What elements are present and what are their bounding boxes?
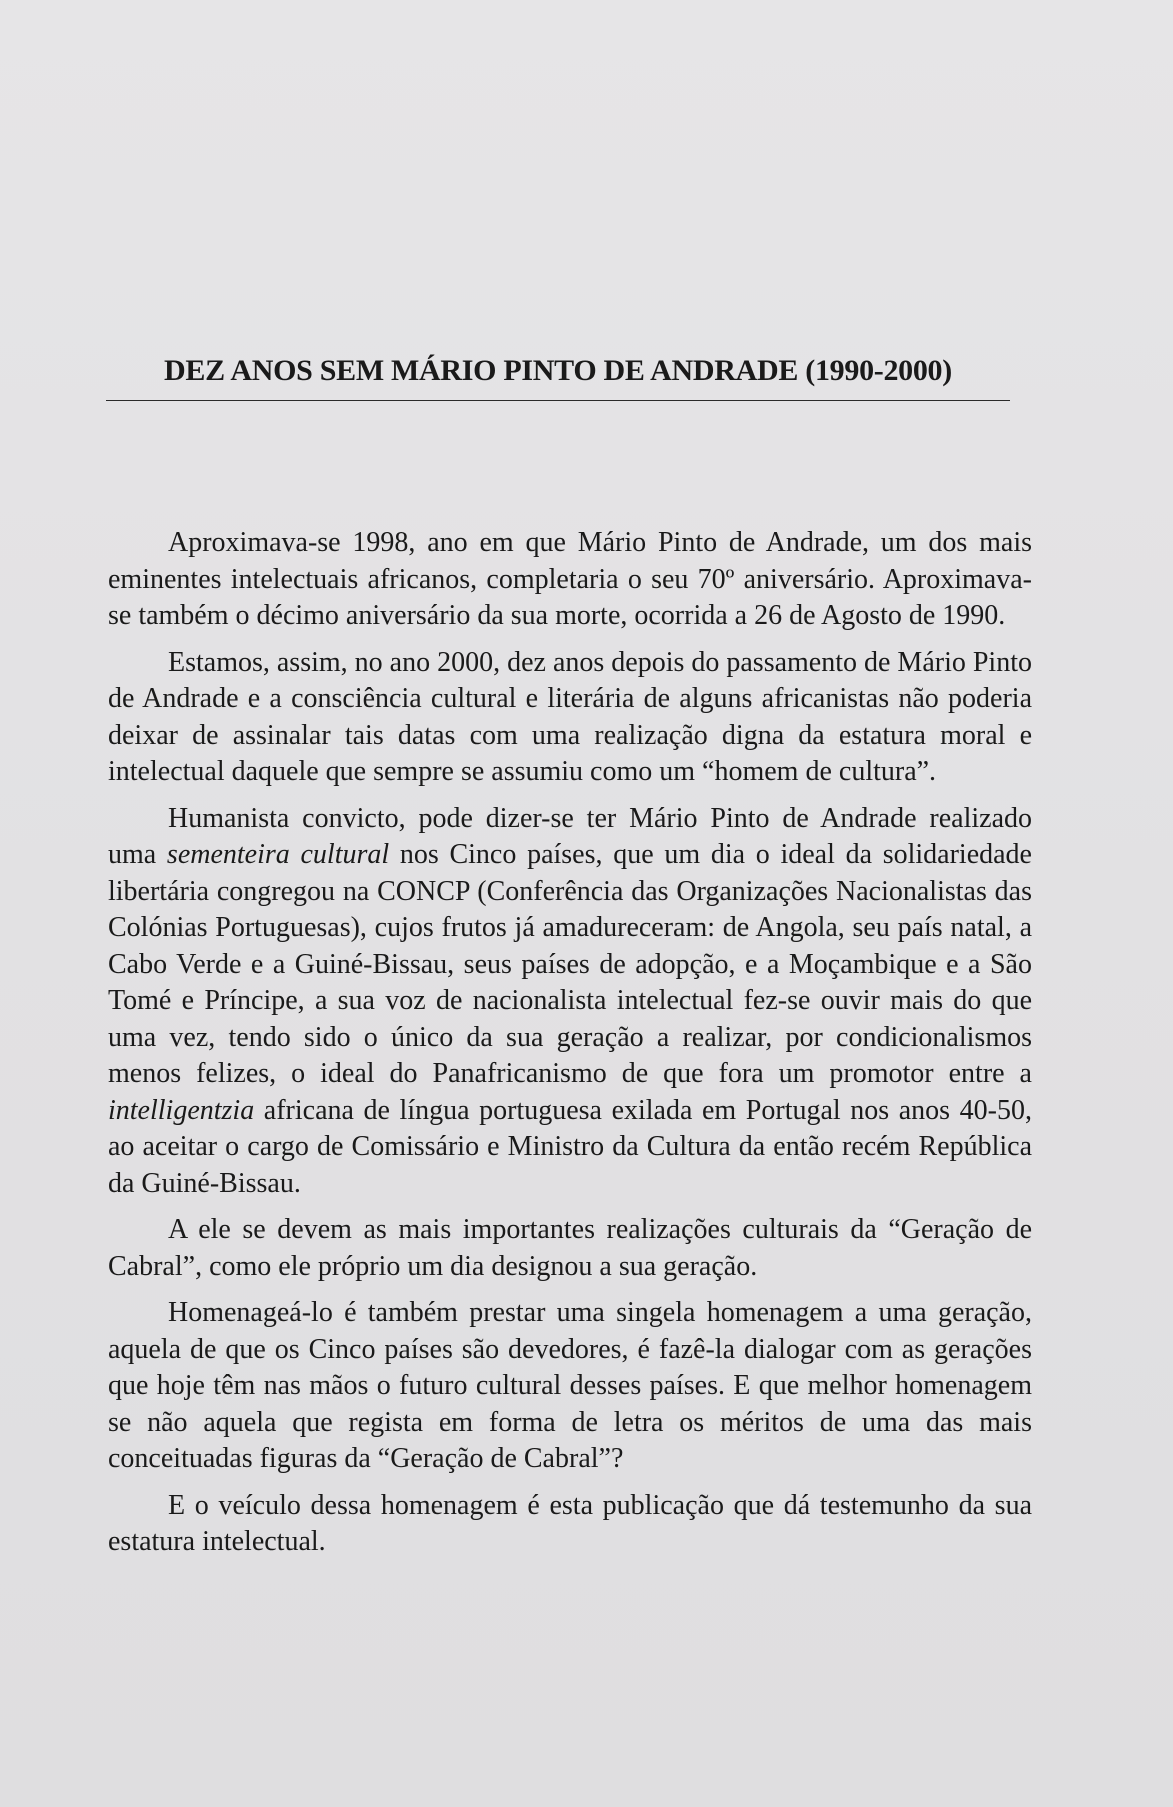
- paragraph-2: [108, 645, 1032, 791]
- italic-term-sementeira: sementeira cultural: [166, 839, 390, 870]
- paragraph-text: africana de língua portuguesa exilada em Portugal nos anos 40-50, ao aceitar o cargo de Comissário e Ministro da Cultura da então recém República da Guiné-Bissau.: [108, 1094, 1032, 1199]
- paragraph-3: [108, 801, 1032, 1203]
- paragraph-text: Aproximava-se 1998, ano em que Mário Pinto de Andrade, um dos mais eminentes intelectuais africanos, completaria o seu 70º aniversário. Aproximava-se também o décimo aniversário da sua morte, ocorrida a 26 de Agosto de 1990.: [108, 527, 1032, 631]
- paragraph-text: Estamos, assim, no ano 2000, dez anos depois do passamento de Mário Pinto de Andrade e a consciência cultural e literária de alguns africanistas não poderia deixar de assinalar tais datas com uma realização digna da estatura moral e intelectual daquele que sempre se assumiu como um “homem de cultura”.: [108, 646, 1032, 787]
- paragraph-text: nos Cinco países, que um dia o ideal da solidariedade libertária congregou na CONCP (Conferência das Organizações Nacionalistas das Colónias Portuguesas), cujos frutos já amadureceram: de Angola, seu país natal, a Cabo Verde e a Guiné-Bissau, seus países de adopção, e a Moçambique e a São Tomé e Príncipe, a sua voz de nacionalista intelectual fez-se ouvir mais do que uma vez, tendo sido o único da sua geração a realizar, por condicionalismos menos felizes, o ideal do Panafricanismo de que fora um promotor entre a: [108, 839, 1032, 1089]
- paragraph-text: A ele se devem as mais importantes realizações culturais da “Geração de Cabral”, como ele próprio um dia designou a sua geração.: [108, 1214, 1032, 1282]
- paragraph-text: E o veículo dessa homenagem é esta publicação que dá testemunho da sua estatura intelectual.: [108, 1489, 1032, 1557]
- article-body: [108, 525, 1032, 1571]
- page-title: DEZ ANOS SEM MÁRIO PINTO DE ANDRADE (1990-2000): [164, 354, 952, 387]
- paragraph-6: [108, 1488, 1032, 1561]
- paragraph-text: Humanista convicto, pode dizer-se ter Mário Pinto de Andrade realizado uma: [108, 802, 1032, 870]
- paragraph-1: [108, 525, 1032, 635]
- italic-term-intelligentzia: intelligentzia: [108, 1094, 255, 1126]
- paragraph-4: [108, 1212, 1032, 1285]
- paragraph-text: Homenageá-lo é também prestar uma singela homenagem a uma geração, aquela de que os Cinco países são devedores, é fazê-la dialogar com as gerações que hoje têm nas mãos o futuro cultural desses países. E que melhor homenagem se não aquela que regista em forma de letra os méritos de uma das mais conceituadas figuras da “Geração de Cabral”?: [108, 1297, 1032, 1474]
- title-underline: [106, 400, 1010, 401]
- paragraph-5: [108, 1295, 1032, 1478]
